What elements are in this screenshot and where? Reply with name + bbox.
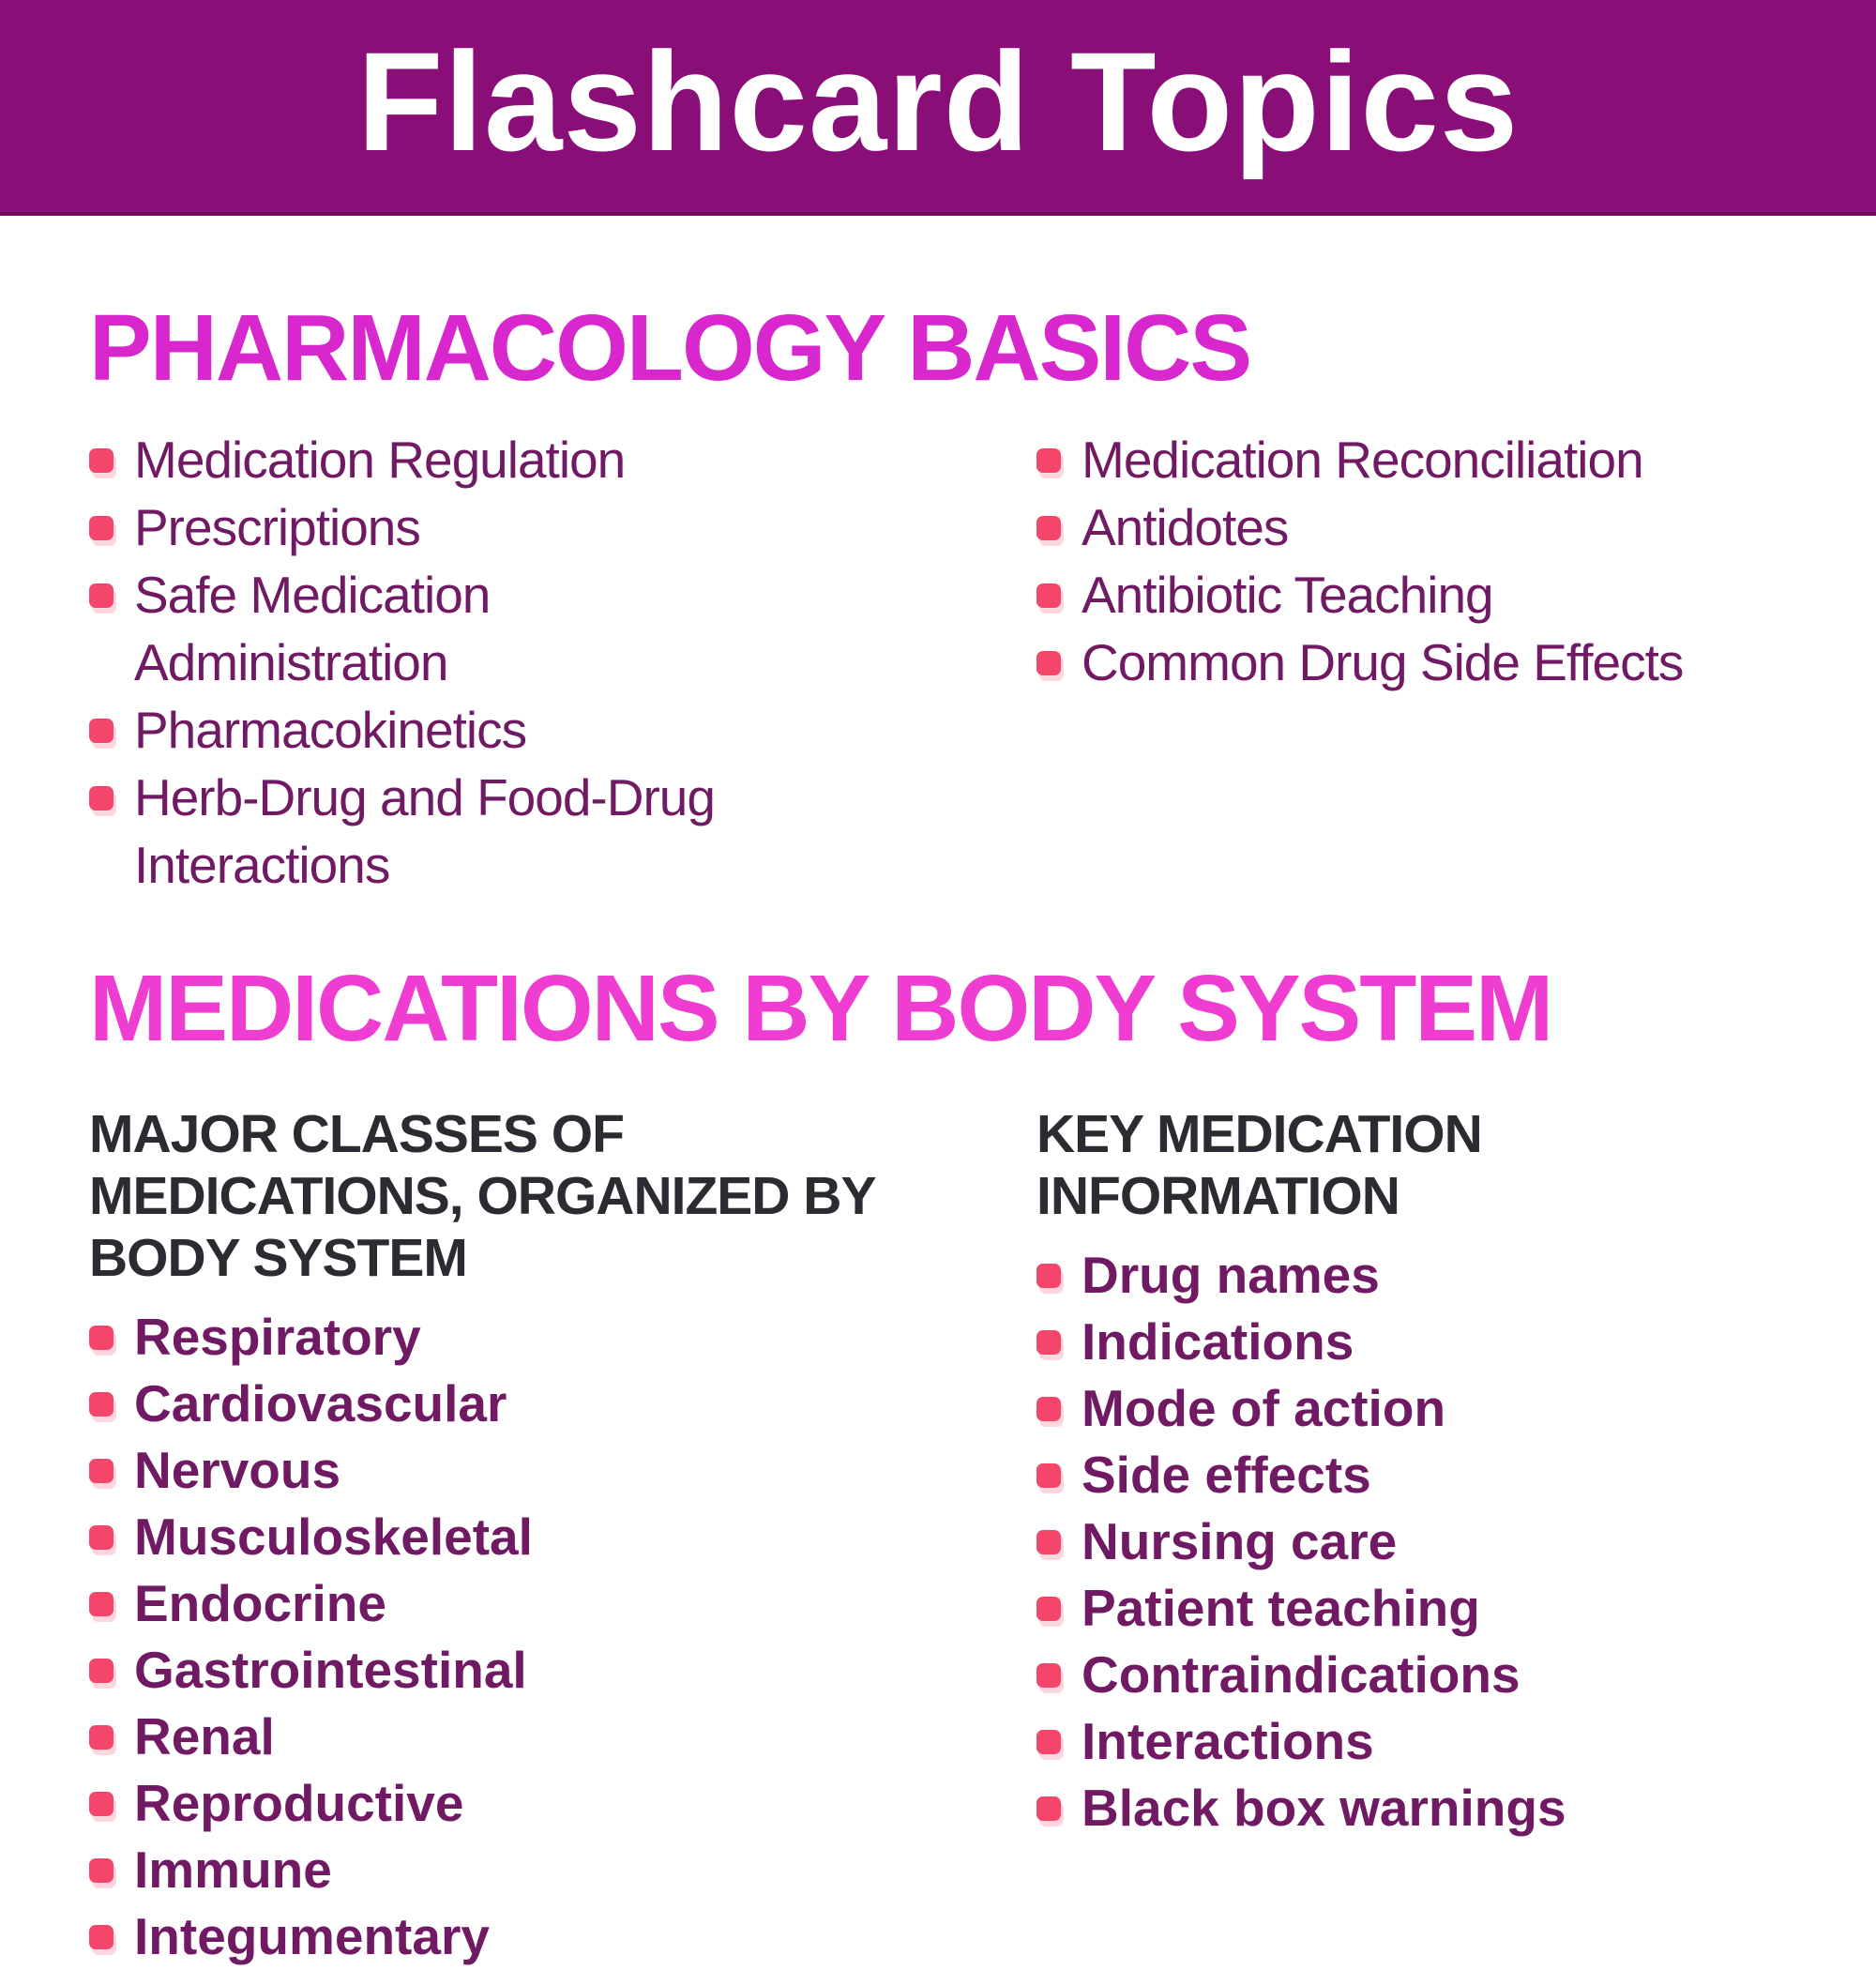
bullet-square-icon	[89, 583, 113, 608]
list-item	[1036, 1508, 1787, 1575]
bullet-square-icon	[1036, 516, 1061, 540]
list-item-label: Mode of action	[1082, 1379, 1446, 1437]
list-item	[89, 1570, 1036, 1637]
list-item	[89, 1704, 1036, 1770]
bullet-square-icon	[1036, 1796, 1061, 1821]
bullet-square-icon	[89, 1459, 113, 1483]
list-item-label: Integumentary	[134, 1907, 490, 1965]
list-item-label: Immune	[134, 1841, 332, 1899]
bullet-square-icon	[1036, 1597, 1061, 1621]
bullet-square-icon	[89, 1725, 113, 1750]
subheading-key-medication-information: KEY MEDICATION INFORMATION	[1036, 1104, 1482, 1226]
list-item-label: Reproductive	[134, 1774, 464, 1832]
list-item-label: Nursing care	[1082, 1512, 1398, 1570]
page-content	[0, 296, 1876, 1970]
bullet-square-icon	[89, 1792, 113, 1816]
bullet-square-icon	[1036, 1264, 1061, 1288]
bullet-square-icon	[89, 1525, 113, 1550]
list-item-label: Safe Medication Administration	[134, 566, 491, 691]
list-item	[89, 696, 1036, 764]
bullet-square-icon	[1036, 448, 1061, 473]
body-system-left-column	[89, 1103, 1036, 1970]
body-system-right-column	[1036, 1103, 1787, 1970]
bullet-square-icon	[89, 516, 113, 540]
bullet-square-icon	[89, 719, 113, 743]
list-item	[1036, 561, 1787, 629]
list-item-label: Musculoskeletal	[134, 1508, 533, 1566]
list-item	[1036, 1642, 1787, 1708]
list-item-label: Medication Reconciliation	[1082, 431, 1643, 489]
list-item-label: Antidotes	[1082, 498, 1289, 556]
list-item-label: Herb-Drug and Food-Drug Interactions	[134, 768, 715, 894]
list-item-label: Respiratory	[134, 1308, 421, 1366]
pharmacology-basics-left-list	[89, 426, 1036, 899]
list-item	[1036, 629, 1787, 696]
list-item	[89, 493, 1036, 561]
body-system-columns	[89, 1103, 1787, 1970]
list-item	[1036, 1442, 1787, 1508]
bullet-square-icon	[89, 1326, 113, 1350]
list-item	[89, 1770, 1036, 1837]
bullet-square-icon	[1036, 651, 1061, 675]
list-item-label: Renal	[134, 1707, 275, 1765]
list-item	[1036, 1775, 1787, 1841]
list-item-label: Common Drug Side Effects	[1082, 633, 1684, 691]
bullet-square-icon	[1036, 1730, 1061, 1754]
list-item	[1036, 493, 1787, 561]
bullet-square-icon	[89, 1659, 113, 1683]
list-item-label: Black box warnings	[1082, 1779, 1566, 1837]
body-system-right-list	[1036, 1242, 1787, 1841]
list-item-label: Patient teaching	[1082, 1579, 1480, 1637]
list-item-label: Interactions	[1082, 1712, 1374, 1770]
section-pharmacology-basics	[89, 296, 1787, 899]
list-item-label: Gastrointestinal	[134, 1641, 527, 1699]
list-item	[1036, 1708, 1787, 1775]
list-item-label: Cardiovascular	[134, 1374, 507, 1432]
bullet-square-icon	[89, 448, 113, 473]
list-item	[89, 1304, 1036, 1371]
bullet-square-icon	[89, 786, 113, 811]
subheading-major-classes: MAJOR CLASSES OF MEDICATIONS, ORGANIZED BY BODY SYSTEM	[89, 1104, 875, 1288]
body-system-left-list	[89, 1304, 1036, 1970]
section-medications-by-body-system	[89, 957, 1787, 1970]
list-item	[1036, 426, 1787, 493]
list-item	[89, 1903, 1036, 1970]
list-item	[89, 1837, 1036, 1903]
page-title: Flashcard Topics	[356, 22, 1520, 180]
list-item	[89, 561, 1036, 696]
bullet-square-icon	[89, 1592, 113, 1616]
bullet-square-icon	[1036, 1397, 1061, 1421]
list-item-label: Pharmacokinetics	[134, 701, 527, 759]
bullet-square-icon	[1036, 1530, 1061, 1554]
list-item	[89, 1437, 1036, 1504]
list-item-label: Prescriptions	[134, 498, 420, 556]
list-item-label: Nervous	[134, 1441, 341, 1499]
bullet-square-icon	[1036, 1463, 1061, 1488]
pharmacology-basics-columns	[89, 426, 1787, 899]
list-item	[1036, 1242, 1787, 1309]
list-item-label: Endocrine	[134, 1574, 386, 1632]
list-item	[1036, 1375, 1787, 1442]
list-item	[89, 1504, 1036, 1570]
bullet-square-icon	[89, 1858, 113, 1883]
list-item-label: Drug names	[1082, 1246, 1380, 1304]
bullet-square-icon	[1036, 583, 1061, 608]
bullet-square-icon	[1036, 1330, 1061, 1355]
list-item	[89, 764, 1036, 899]
bullet-square-icon	[89, 1392, 113, 1417]
list-item	[1036, 1575, 1787, 1642]
list-item-label: Side effects	[1082, 1446, 1371, 1504]
list-item-label: Contraindications	[1082, 1645, 1520, 1704]
pharmacology-basics-right-list	[1036, 426, 1787, 899]
list-item	[89, 1637, 1036, 1704]
list-item-label: Medication Regulation	[134, 431, 626, 489]
section-heading-pharmacology-basics: PHARMACOLOGY BASICS	[89, 296, 1251, 401]
list-item	[1036, 1309, 1787, 1375]
header-banner	[0, 0, 1876, 216]
list-item-label: Indications	[1082, 1312, 1354, 1371]
section-heading-medications-by-body-system: MEDICATIONS BY BODY SYSTEM	[89, 956, 1552, 1061]
list-item-label: Antibiotic Teaching	[1082, 566, 1493, 624]
bullet-square-icon	[1036, 1663, 1061, 1688]
list-item	[89, 426, 1036, 493]
list-item	[89, 1371, 1036, 1437]
bullet-square-icon	[89, 1925, 113, 1949]
